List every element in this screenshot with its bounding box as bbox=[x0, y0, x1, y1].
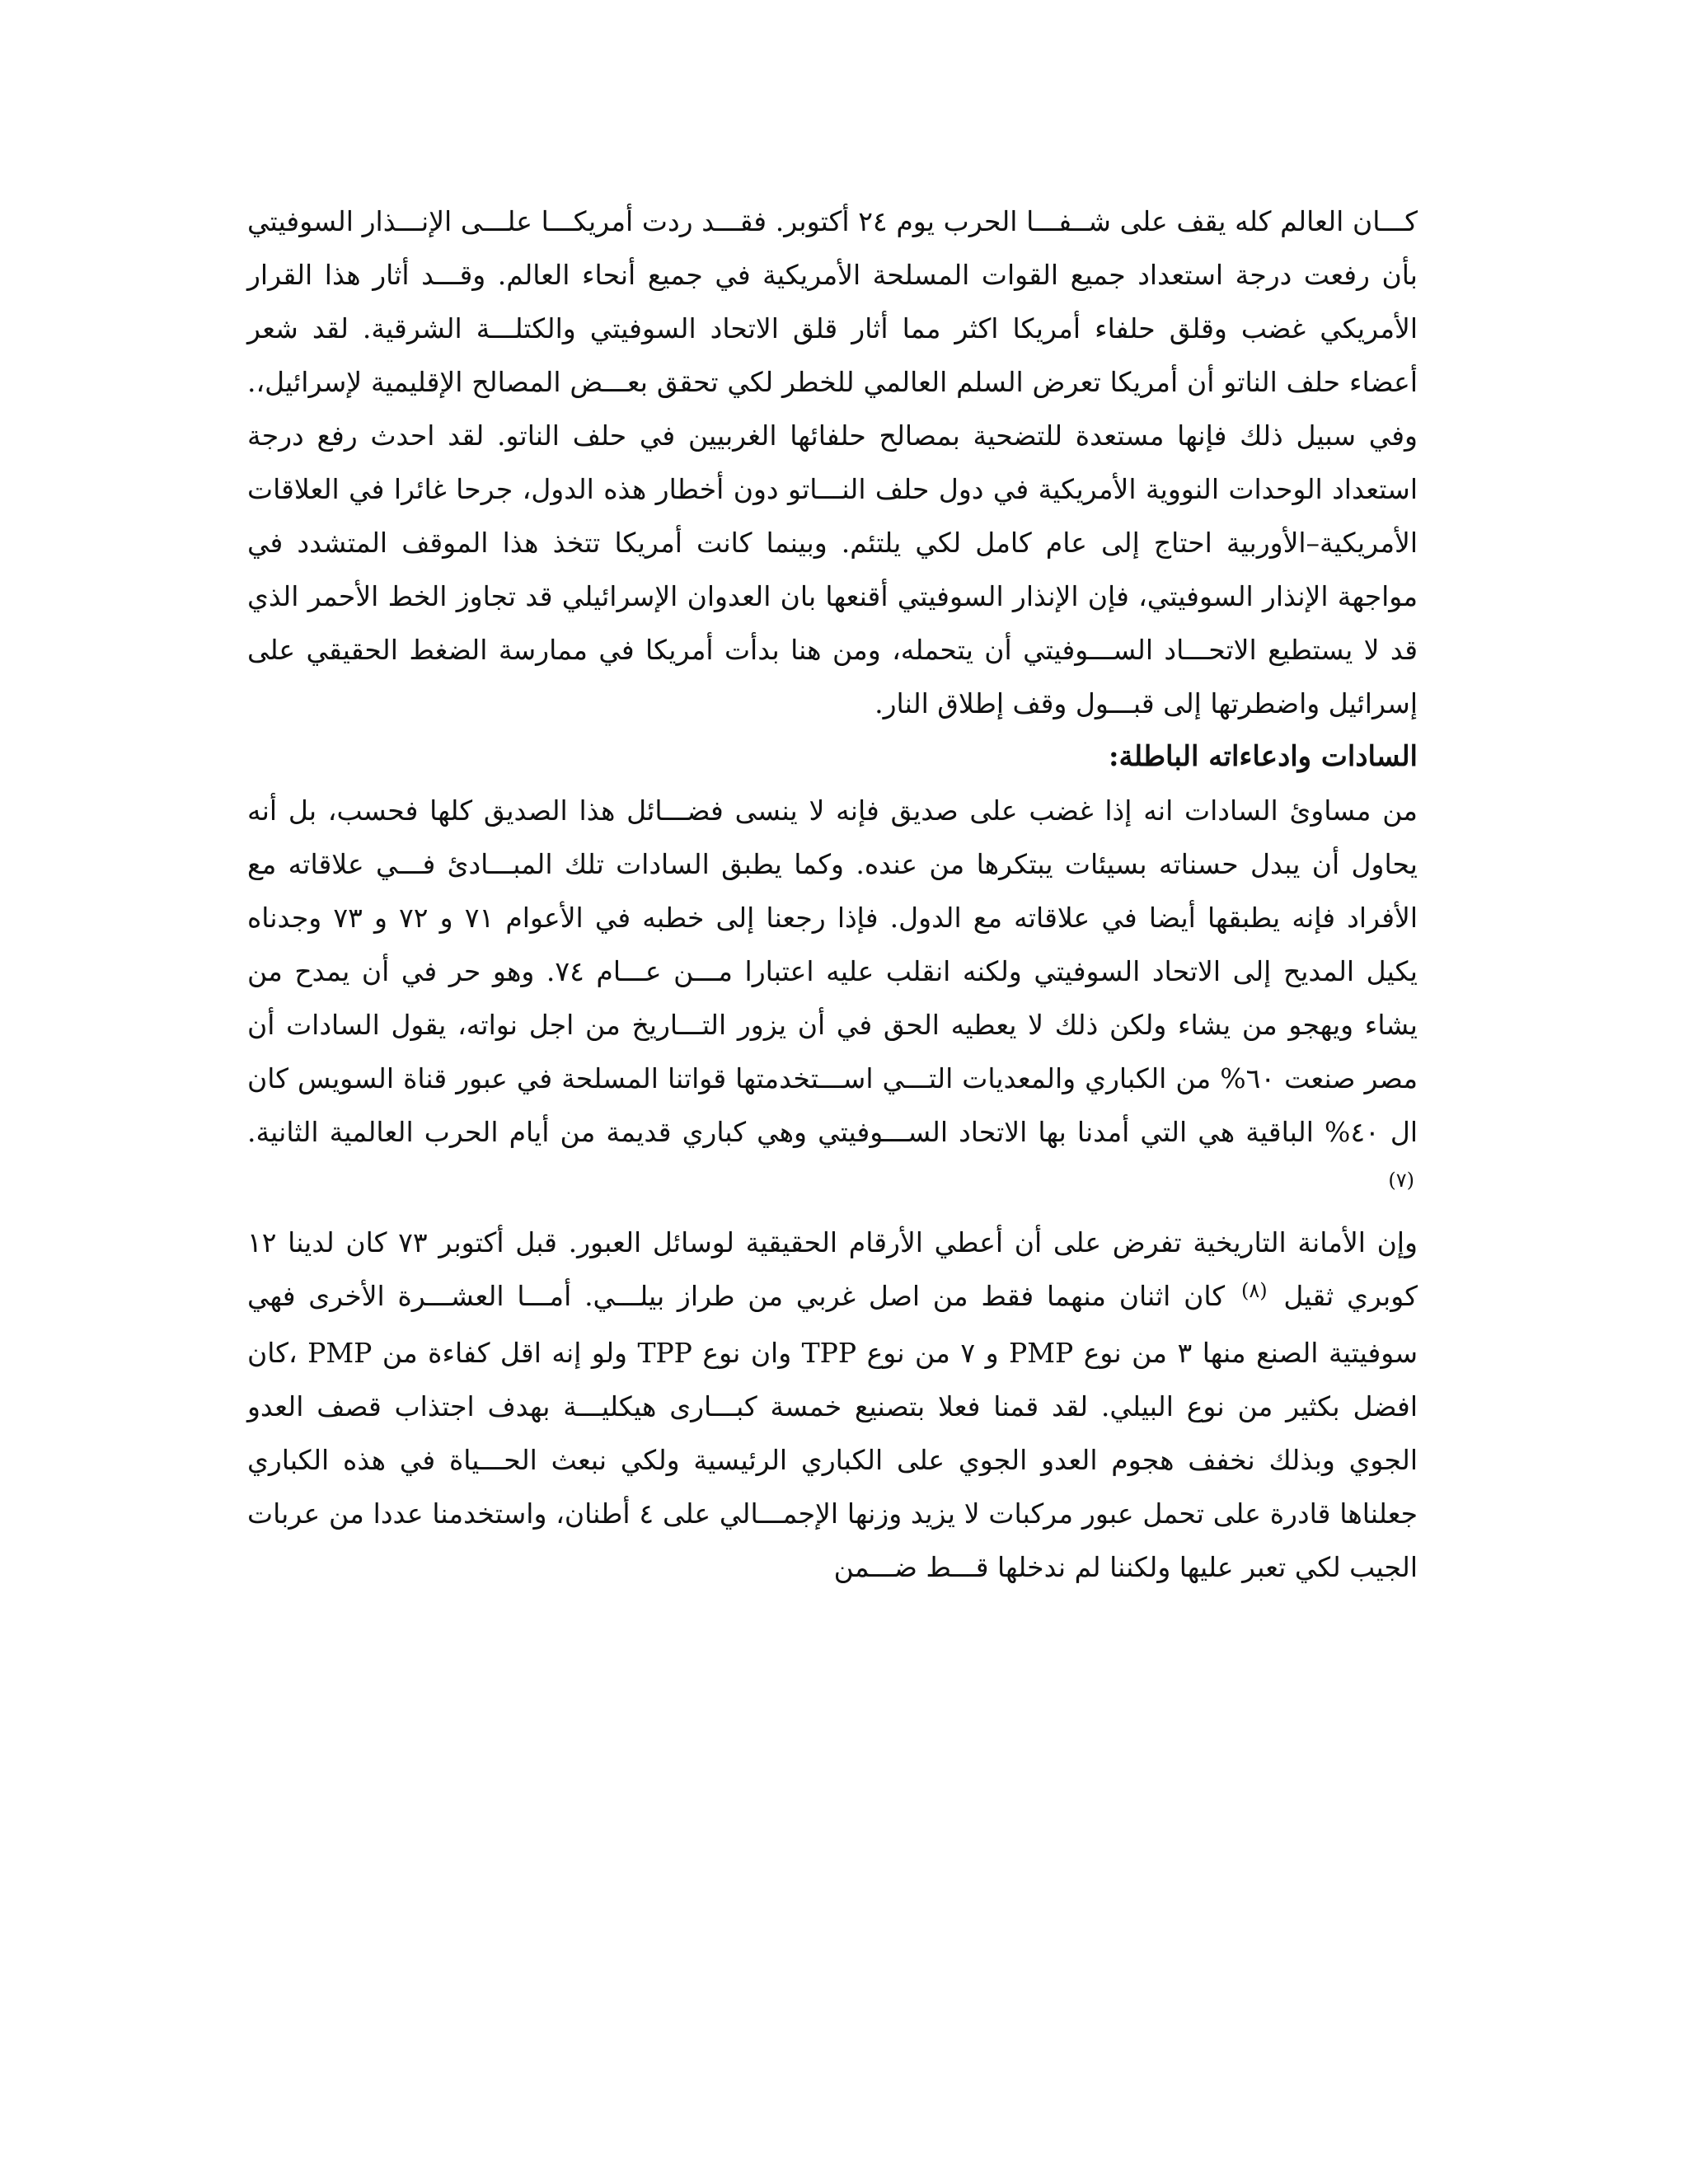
section-heading: السادات وادعاءاته الباطلة: bbox=[1108, 740, 1418, 773]
paragraph-2 bbox=[247, 784, 1418, 1216]
paragraph-1: كـــان العالم كله يقف على شــفـــا الحرب يوم ٢٤ أكتوبر. فقـــد ردت أمريكـــا علـــى الإنـــذار السوفيتي بأن رفعت درجة استعداد جميع القوات المسلحة الأمريكية في جميع أنحاء العالم. وقـــد أثار هذا القرار الأمريكي غضب وقلق حلفاء أمريكا اكثر مما أثار قلق الاتحاد السوفيتي والكتلـــة الشرقية. لقد شعر أعضاء حلف الناتو أن أمريكا تعرض السلم العالمي للخطر لكي تحقق بعـــض المصالح الإقليمية لإسرائيل،. وفي سبيل ذلك فإنها مستعدة للتضحية بمصالح حلفائها الغربيين في حلف الناتو. لقد احدث رفع درجة استعداد الوحدات النووية الأمريكية في دول حلف النـــاتو دون أخطار هذه الدول، جرحا غائرا في العلاقات الأمريكية–الأوربية احتاج إلى عام كامل لكي يلتئم. وبينما كانت أمريكا تتخذ هذا الموقف المتشدد في مواجهة الإنذار السوفيتي، فإن الإنذار السوفيتي أقنعها بان العدوان الإسرائيلي قد تجاوز الخط الأحمر الذي قد لا يستطيع الاتحـــاد الســـوفيتي أن يتحمله، ومن هنا بدأت أمريكا في ممارسة الضغط الحقيقي على إسرائيل واضطرتها إلى قبـــول وقف إطلاق النار. bbox=[247, 205, 1418, 719]
paragraph-2-text: من مساوئ السادات انه إذا غضب على صديق فإنه لا ينسى فضـــائل هذا الصديق كلها فحسب، بل أنه يحاول أن يبدل حسناته بسيئات يبتكرها من عنده. وكما يطبق السادات تلك المبـــادئ فـــي علاقاته مع الأفراد فإنه يطبقها أيضا في علاقاته مع الدول. فإذا رجعنا إلى خطبه في الأعوام ٧١ و ٧٢ و ٧٣ وجدناه يكيل المديح إلى الاتحاد السوفيتي ولكنه انقلب عليه اعتبارا مـــن عـــام ٧٤. وهو حر في أن يمدح من يشاء ويهجو من يشاء ولكن ذلك لا يعطيه الحق في أن يزور التـــاريخ من اجل نواته، يقول السادات أن مصر صنعت ٦٠% من الكباري والمعديات التـــي اســـتخدمتها قواتنا المسلحة في عبور قناة السويس كان ال ٤٠% الباقية هي التي أمدنا بها الاتحاد الســـوفيتي وهي كباري قديمة من أيام الحرب العالمية الثانية. bbox=[247, 794, 1418, 1148]
footnote-citation-8: (٨) bbox=[1240, 1279, 1268, 1302]
footnote-citation-7: (٧) bbox=[1388, 1169, 1414, 1192]
paragraph-3-text-start: وإن الأمانة التاريخية تفرض على أن أعطي الأرقام الحقيقية لوسائل العبور. قبل أكتوبر ٧٣ كان لدينا ١٢ كوبري ثقيل bbox=[247, 1226, 1418, 1312]
document-page bbox=[247, 194, 1418, 1594]
paragraph-3 bbox=[247, 1216, 1418, 1594]
paragraph-3-text-end: كان اثنان منهما فقط من اصل غربي من طراز بيلـــي. أمـــا العشـــرة الأخرى فهي سوفيتية الصنع منها ٣ من نوع PMP و ٧ من نوع TPP وان نوع TPP ولو إنه اقل كفاءة من PMP ،كان افضل بكثير من نوع البيلي. لقد قمنا فعلا بتصنيع خمسة كبـــارى هيكليـــة بهدف اجتذاب قصف العدو الجوي وبذلك نخفف هجوم العدو الجوي على الكباري الرئيسية ولكي نبعث الحـــياة في هذه الكباري جعلناها قادرة على تحمل عبور مركبات لا يزيد وزنها الإجمـــالي على ٤ أطنان، واستخدمنا عددا من عربات الجيب لكي تعبر عليها ولكننا لم ندخلها قـــط ضـــمن bbox=[247, 1280, 1418, 1583]
